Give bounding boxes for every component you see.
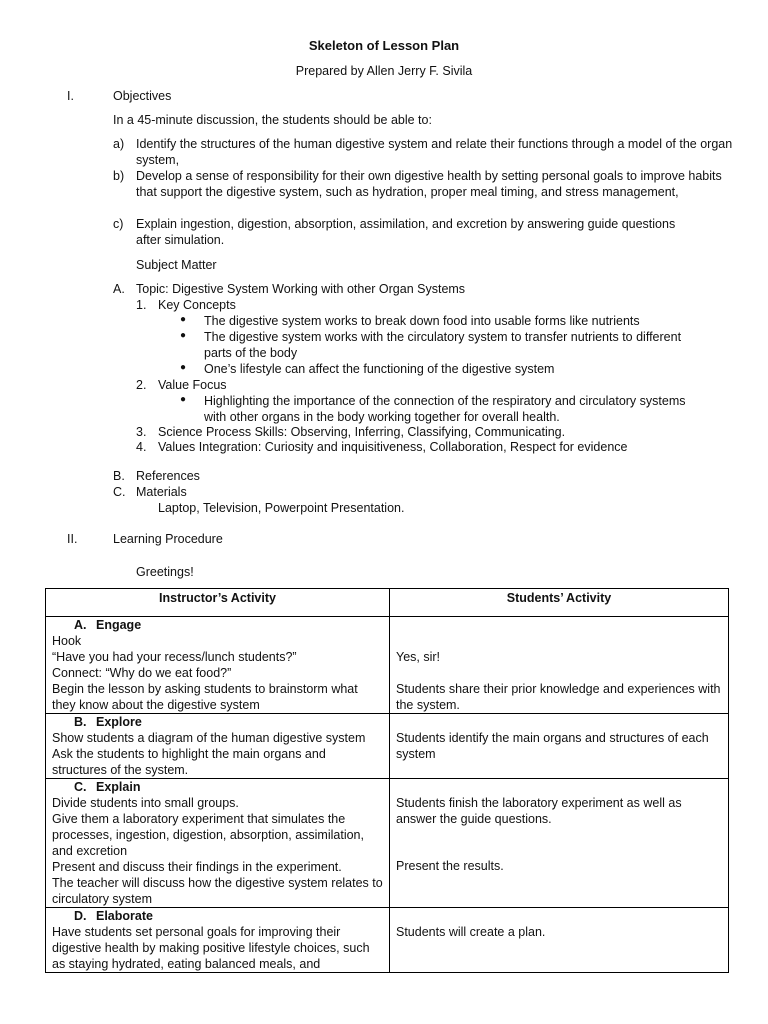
- students-activity-cell: [390, 617, 729, 714]
- cell-text: Present and discuss their findings in the experiment.: [52, 860, 342, 874]
- cell-text: Divide students into small groups.: [52, 796, 239, 810]
- cell-text: “Have you had your recess/lunch students?”: [52, 650, 297, 664]
- objective-item: Identify the structures of the human digestive system and relate their functions through a model of the organ system,: [136, 137, 733, 167]
- section-heading: Objectives: [113, 89, 172, 103]
- bullet-icon: ●: [180, 394, 187, 405]
- bullet-icon: ●: [180, 314, 187, 325]
- subject-matter-heading: Subject Matter: [136, 258, 217, 272]
- cell-text: Present the results.: [396, 859, 504, 873]
- objective-item: Develop a sense of responsibility for their own digestive health by setting personal goals to improve habits that support the digestive system, such as hydration, proper meal timing, and stress management,: [136, 169, 722, 199]
- list-marker: B.: [113, 469, 125, 483]
- key-concept-item: The digestive system works with the circulatory system to transfer nutrients to different parts of the body: [204, 330, 682, 360]
- list-marker: c): [113, 217, 124, 231]
- learning-procedure-table: [45, 588, 729, 973]
- table-row: [46, 908, 729, 973]
- section-heading: Learning Procedure: [113, 532, 223, 546]
- students-activity-cell: [390, 714, 729, 779]
- cell-text: The teacher will discuss how the digestive system relates to circulatory system: [52, 876, 383, 906]
- phase-heading: C. Explain: [74, 780, 141, 794]
- references-label: References: [136, 469, 200, 483]
- cell-text: Students finish the laboratory experiment as well as answer the guide questions.: [396, 796, 682, 826]
- cell-text: Hook: [52, 634, 82, 648]
- phase-heading: D. Elaborate: [74, 909, 153, 923]
- instructor-activity-header: Instructor’s Activity: [46, 589, 390, 617]
- greeting-text: Greetings!: [136, 565, 194, 579]
- table-row: [46, 779, 729, 908]
- instructor-activity-cell: [46, 714, 390, 779]
- students-activity-cell: [390, 908, 729, 973]
- key-concept-item: The digestive system works to break down food into usable forms like nutrients: [204, 314, 640, 328]
- document-title: Skeleton of Lesson Plan: [308, 38, 460, 53]
- list-marker: a): [113, 137, 125, 151]
- section-number: I.: [67, 89, 74, 103]
- cell-text: Have students set personal goals for improving their digestive health by making positive lifestyle choices, such as staying hydrated, eating balanced meals, and: [52, 925, 370, 971]
- students-activity-cell: [390, 779, 729, 908]
- list-marker: A.: [113, 282, 125, 296]
- objectives-intro: In a 45-minute discussion, the students should be able to:: [113, 113, 432, 127]
- bullet-icon: ●: [180, 330, 187, 341]
- cell-text: Connect: “Why do we eat food?”: [52, 666, 232, 680]
- table-row: [46, 617, 729, 714]
- cell-text: Students share their prior knowledge and experiences with the system.: [396, 682, 721, 712]
- phase-heading: B. Explore: [74, 715, 142, 729]
- table-header-row: [46, 589, 729, 617]
- materials-text: Laptop, Television, Powerpoint Presentation.: [158, 501, 405, 515]
- cell-text: Show students a diagram of the human digestive system: [52, 731, 366, 745]
- list-marker: 1.: [136, 298, 147, 312]
- science-skills-text: Science Process Skills: Observing, Inferring, Classifying, Communicating.: [158, 425, 566, 439]
- list-marker: 3.: [136, 425, 147, 439]
- key-concepts-label: Key Concepts: [158, 298, 236, 312]
- topic-text: Topic: Digestive System Working with other Organ Systems: [136, 282, 466, 296]
- students-activity-header: Students’ Activity: [390, 589, 729, 617]
- table-row: [46, 714, 729, 779]
- cell-text: Students identify the main organs and structures of each system: [396, 731, 709, 761]
- key-concept-item: One’s lifestyle can affect the functioning of the digestive system: [204, 362, 555, 376]
- bullet-icon: ●: [180, 362, 187, 373]
- document-author: Prepared by Allen Jerry F. Sivila: [295, 64, 473, 78]
- cell-text: Students will create a plan.: [396, 925, 546, 939]
- cell-text: Give them a laboratory experiment that simulates the processes, ingestion, digestion, absorption, assimilation, and excretion: [52, 812, 364, 858]
- values-integration-text: Values Integration: Curiosity and inquisitiveness, Collaboration, Respect for evidence: [158, 440, 628, 454]
- instructor-activity-cell: [46, 617, 390, 714]
- value-focus-item: Highlighting the importance of the connection of the respiratory and circulatory systems with other organs in the body working together for overall health.: [204, 394, 686, 424]
- list-marker: b): [113, 169, 125, 183]
- value-focus-label: Value Focus: [158, 378, 227, 392]
- section-number: II.: [67, 532, 78, 546]
- list-marker: 2.: [136, 378, 147, 392]
- materials-label: Materials: [136, 485, 187, 499]
- instructor-activity-cell: [46, 908, 390, 973]
- cell-text: Begin the lesson by asking students to brainstorm what they know about the digestive system: [52, 682, 358, 712]
- list-marker: 4.: [136, 440, 147, 454]
- phase-heading: A. Engage: [74, 618, 142, 632]
- cell-text: Yes, sir!: [396, 650, 441, 664]
- instructor-activity-cell: [46, 779, 390, 908]
- objective-item: Explain ingestion, digestion, absorption, assimilation, and excretion by answering guide questions after simulation.: [136, 217, 676, 247]
- list-marker: C.: [113, 485, 126, 499]
- cell-text: Ask the students to highlight the main organs and structures of the system.: [52, 747, 326, 777]
